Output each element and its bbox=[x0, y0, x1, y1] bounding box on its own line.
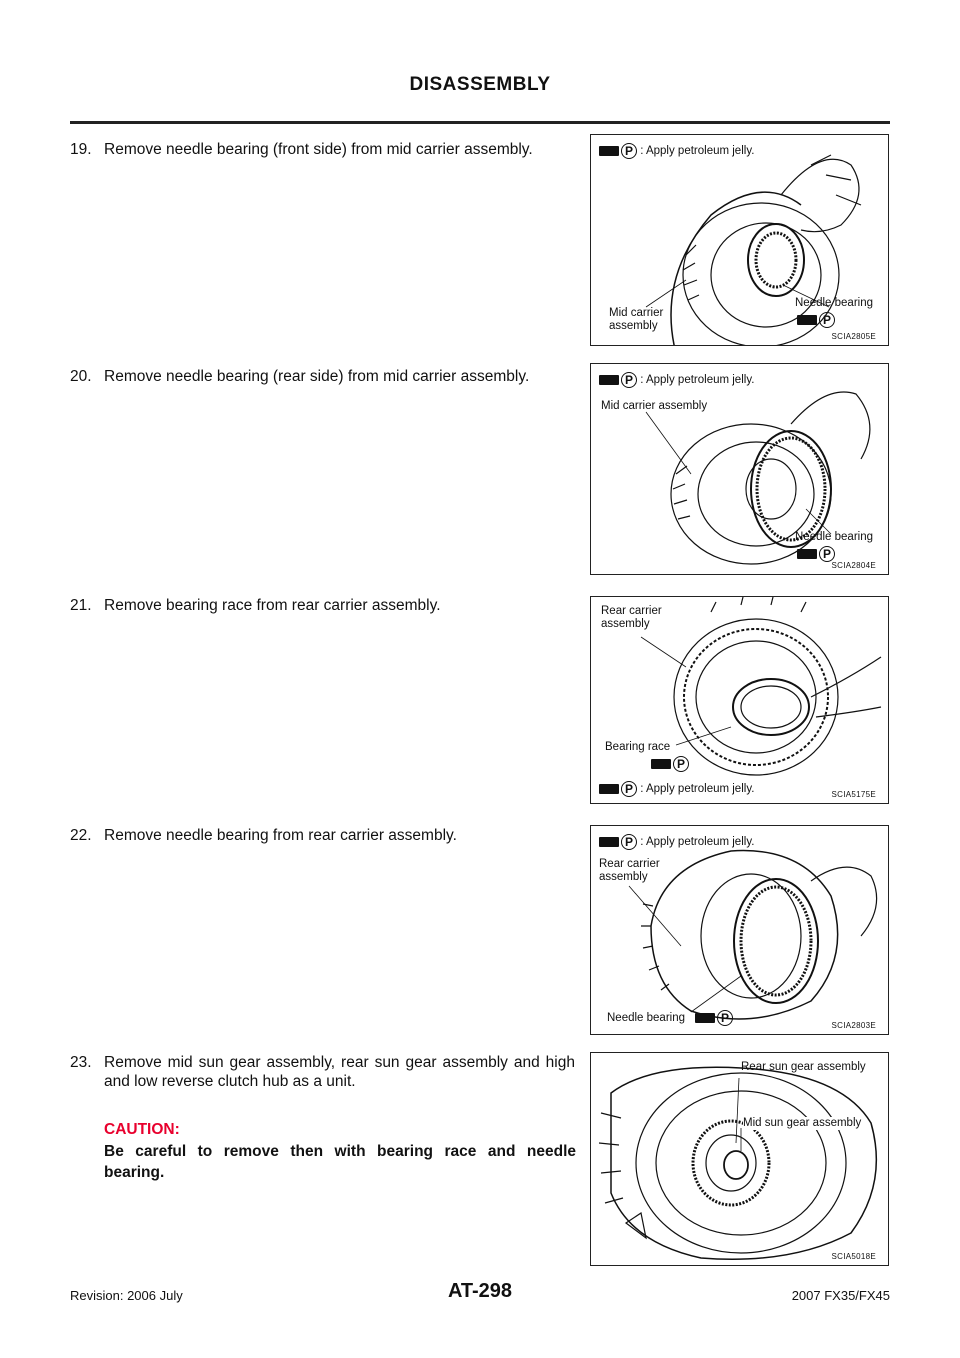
petroleum-jelly-icon: P bbox=[797, 312, 835, 328]
petroleum-jelly-icon: P bbox=[797, 546, 835, 562]
step-text: Remove mid sun gear assembly, rear sun gear assembly and high and low reverse clutch hub as a unit. bbox=[104, 1054, 575, 1090]
step-19 bbox=[70, 140, 533, 159]
legend bbox=[599, 834, 754, 850]
step-text: Remove bearing race from rear carrier assembly. bbox=[104, 597, 441, 614]
figure-code: SCIA2803E bbox=[831, 1021, 876, 1030]
legend-text: : Apply petroleum jelly. bbox=[640, 783, 755, 796]
legend bbox=[599, 372, 754, 388]
label-needle-bearing: Needle bearing bbox=[607, 1012, 686, 1024]
step-text: Remove needle bearing (rear side) from mid carrier assembly. bbox=[104, 368, 530, 385]
petroleum-jelly-icon: P bbox=[599, 834, 637, 850]
label-rear-carrier: Rear carrier assembly bbox=[599, 858, 660, 883]
step-text: Remove needle bearing (front side) from mid carrier assembly. bbox=[104, 141, 533, 158]
label-mid-sun-gear: Mid sun gear assembly bbox=[743, 1117, 862, 1129]
step-number: 19. bbox=[70, 141, 92, 158]
figure-code: SCIA5175E bbox=[831, 790, 876, 799]
step-number: 22. bbox=[70, 827, 92, 844]
step-text: Remove needle bearing from rear carrier assembly. bbox=[104, 827, 457, 844]
figure-needle-bearing-rear bbox=[590, 363, 889, 575]
step-21 bbox=[70, 596, 441, 615]
label-needle-bearing: Needle bearing bbox=[795, 531, 874, 543]
footer-model: 2007 FX35/FX45 bbox=[791, 1288, 890, 1303]
label-rear-carrier: Rear carrier assembly bbox=[601, 605, 662, 630]
legend-text: : Apply petroleum jelly. bbox=[640, 145, 755, 158]
legend-text: : Apply petroleum jelly. bbox=[640, 836, 755, 849]
caution-label: CAUTION: bbox=[104, 1121, 180, 1138]
petroleum-jelly-icon: P bbox=[651, 756, 689, 772]
label-bearing-race: Bearing race bbox=[605, 741, 671, 753]
figure-needle-bearing-rear-carrier bbox=[590, 825, 889, 1035]
figure-code: SCIA5018E bbox=[831, 1252, 876, 1261]
label-rear-sun-gear: Rear sun gear assembly bbox=[741, 1061, 866, 1073]
label-mid-carrier: Mid carrier assembly bbox=[609, 307, 664, 332]
figure-illustration bbox=[591, 1053, 888, 1265]
legend bbox=[599, 143, 754, 159]
step-number: 23. bbox=[70, 1054, 92, 1071]
figure-bearing-race bbox=[590, 596, 889, 804]
figure-code: SCIA2805E bbox=[831, 332, 876, 341]
step-number: 21. bbox=[70, 597, 92, 614]
figure-sun-gear-removal bbox=[590, 1052, 889, 1266]
petroleum-jelly-icon: P bbox=[599, 143, 637, 159]
step-number: 20. bbox=[70, 368, 92, 385]
petroleum-jelly-icon: P bbox=[599, 781, 637, 797]
footer-revision: Revision: 2006 July bbox=[70, 1288, 183, 1303]
figure-code: SCIA2804E bbox=[831, 561, 876, 570]
page-title: DISASSEMBLY bbox=[409, 74, 551, 95]
petroleum-jelly-icon: P bbox=[695, 1010, 733, 1026]
step-22 bbox=[70, 826, 457, 845]
legend-text: : Apply petroleum jelly. bbox=[640, 374, 755, 387]
label-needle-bearing: Needle bearing bbox=[795, 297, 874, 309]
header-rule bbox=[70, 121, 890, 124]
step-23 bbox=[70, 1053, 575, 1091]
label-mid-carrier: Mid carrier assembly bbox=[601, 400, 708, 412]
caution-text: Be careful to remove then with bearing race and needle bearing. bbox=[104, 1143, 576, 1181]
petroleum-jelly-icon: P bbox=[599, 372, 637, 388]
footer-page-number: AT-298 bbox=[447, 1280, 513, 1302]
step-20 bbox=[70, 367, 529, 386]
figure-needle-bearing-front bbox=[590, 134, 889, 346]
legend bbox=[599, 781, 754, 797]
